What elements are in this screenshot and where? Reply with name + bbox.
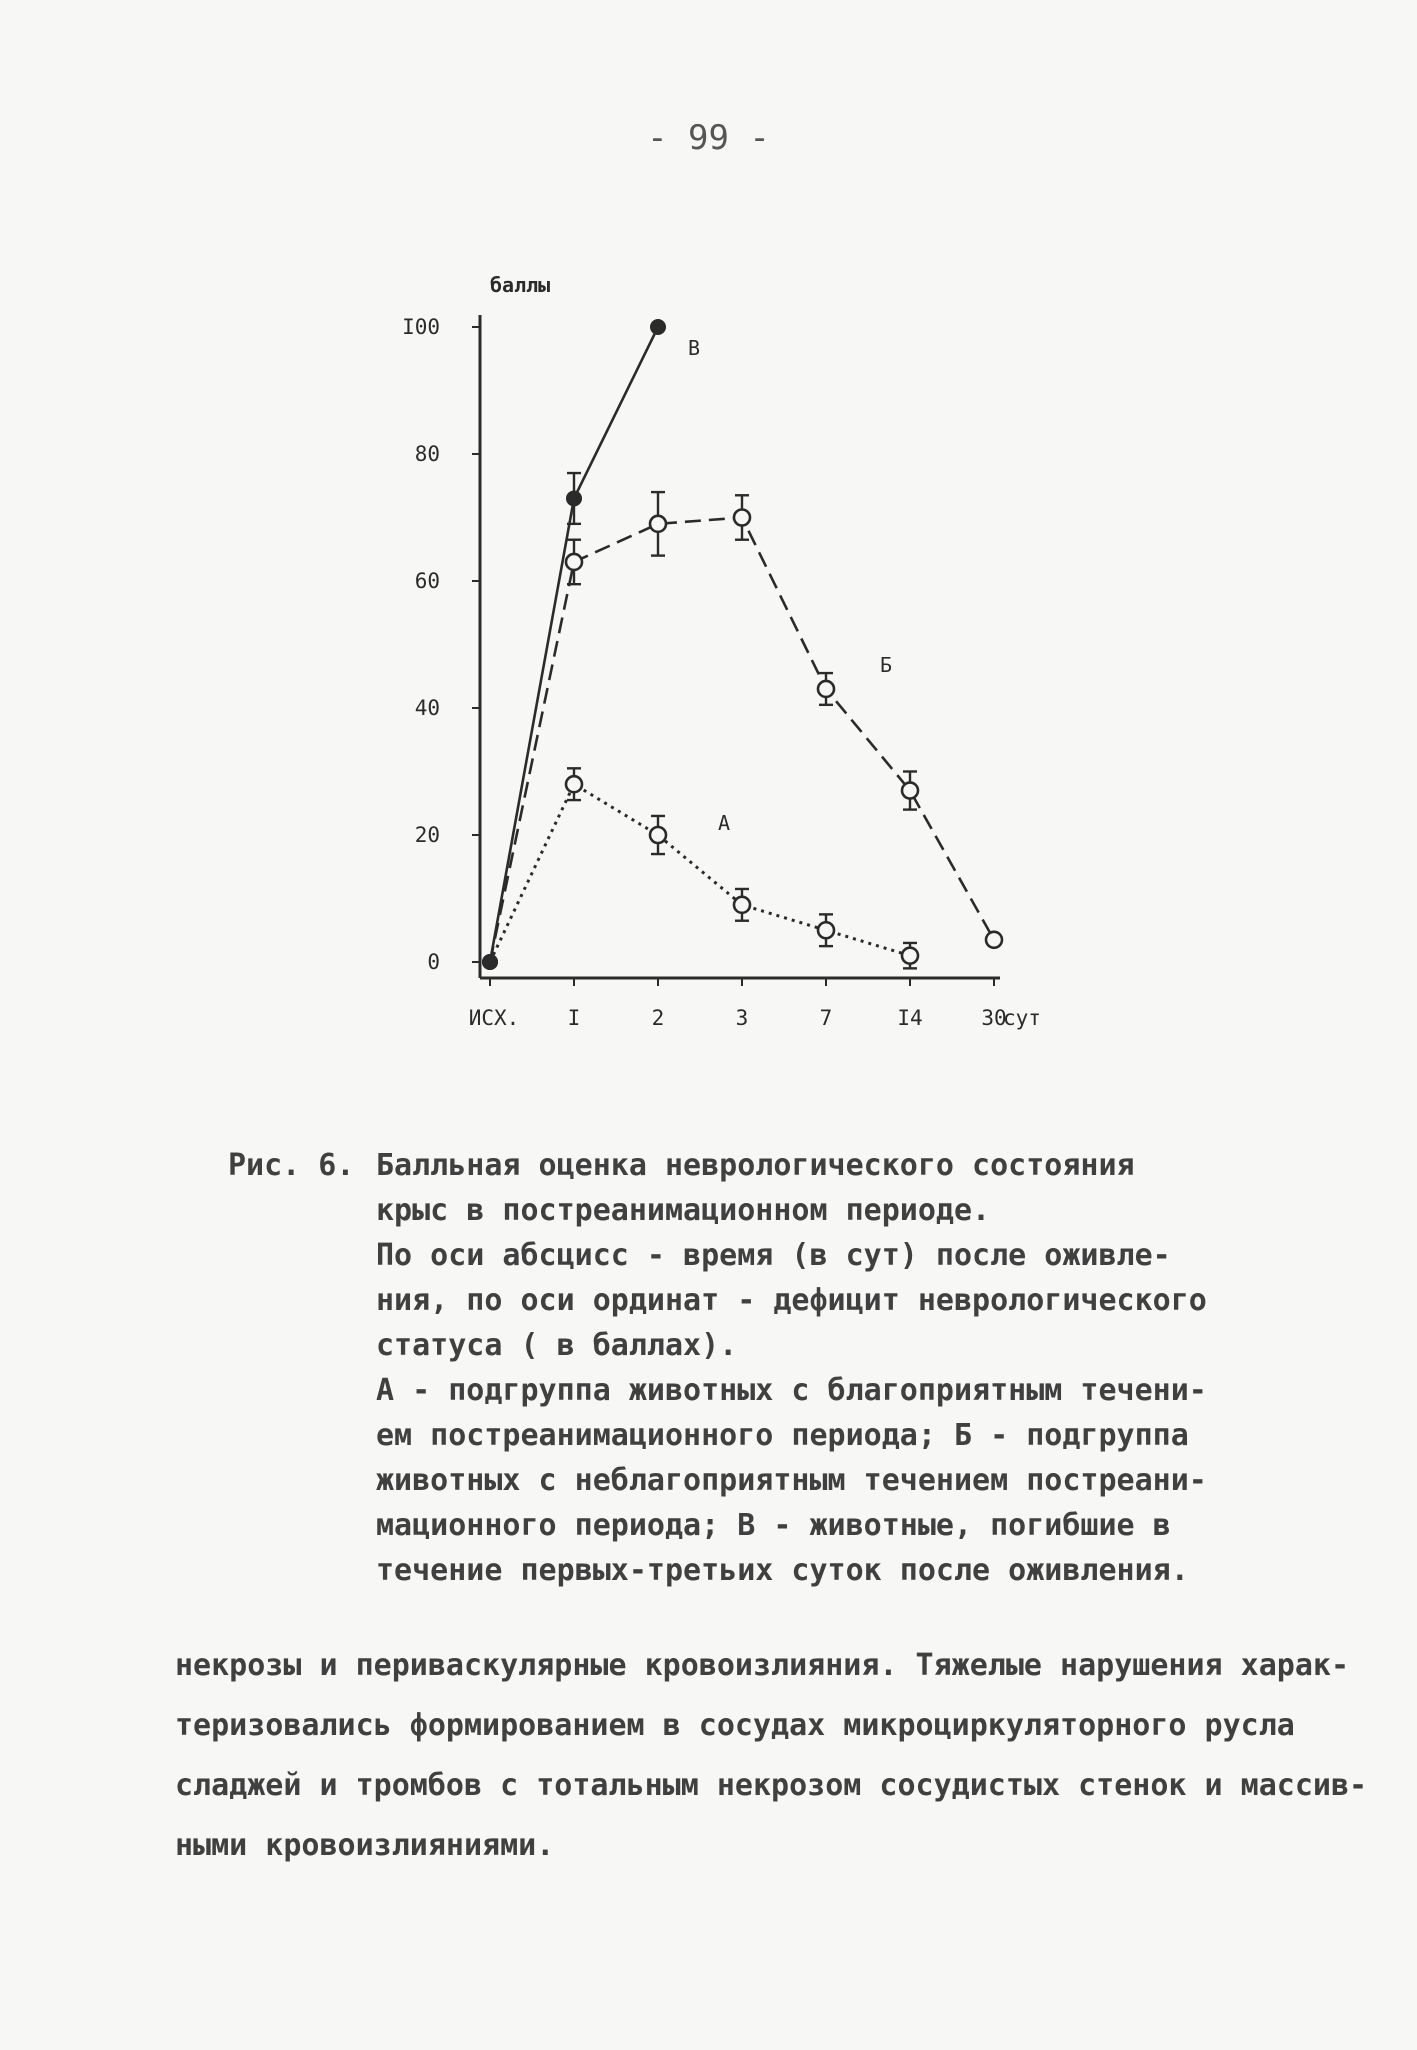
caption-line: животных с неблагоприятным течением постреани-: [376, 1463, 1207, 1498]
body-line: некрозы и периваскулярные кровоизлияния. Тяжелые нарушения харак-: [175, 1648, 1349, 1683]
x-tick-label: ИСХ.: [468, 1006, 520, 1030]
data-point: [986, 932, 1002, 948]
x-tick-label: 2: [651, 1006, 665, 1030]
series-layer: [482, 319, 1002, 970]
caption-line: статуса ( в баллах).: [376, 1328, 738, 1363]
body-line: ными кровоизлияниями.: [175, 1828, 555, 1863]
figure-caption: [228, 1143, 1228, 1593]
x-tick-label: I: [567, 1006, 581, 1030]
body-line: сладжей и тромбов с тотальным некрозом сосудистых стенок и массив-: [175, 1768, 1368, 1803]
caption-line: мационного периода; В - животные, погибшие в: [376, 1508, 1171, 1543]
y-tick-label: 40: [414, 696, 440, 720]
data-point: [566, 490, 582, 506]
x-unit-label: сут: [1003, 1006, 1041, 1030]
x-tick-label: 30: [981, 1006, 1007, 1030]
data-point: [734, 510, 750, 526]
caption-line: течение первых-третьих суток после оживления.: [376, 1553, 1189, 1588]
data-point: [902, 948, 918, 964]
data-point: [902, 783, 918, 799]
caption-line: А - подгруппа животных с благоприятным течени-: [376, 1373, 1207, 1408]
data-point: [566, 776, 582, 792]
data-point: [650, 827, 666, 843]
caption-lines: [376, 1143, 1228, 1593]
data-point: [734, 897, 750, 913]
data-point: [566, 554, 582, 570]
data-point: [482, 954, 498, 970]
series-В: [482, 319, 700, 970]
caption-line: Балльная оценка неврологического состояния: [376, 1148, 1135, 1183]
caption-line: ем постреанимационного периода; Б - подгруппа: [376, 1418, 1189, 1453]
caption-line: крыс в постреанимационном периоде.: [376, 1193, 991, 1228]
data-point: [650, 516, 666, 532]
y-tick-label: 0: [427, 950, 440, 974]
body-text: [175, 1636, 1368, 1876]
series-line: [490, 327, 658, 962]
body-line: теризовались формированием в сосудах микроциркуляторного русла: [175, 1708, 1295, 1743]
x-ticks: [469, 978, 1007, 1030]
caption-line: По оси абсцисс - время (в сут) после оживле-: [376, 1238, 1171, 1273]
data-point: [818, 681, 834, 697]
y-tick-label: 80: [414, 442, 440, 466]
data-point: [650, 319, 666, 335]
x-tick-label: I4: [897, 1006, 923, 1030]
series-label: В: [688, 336, 701, 360]
series-А: [482, 768, 918, 970]
page-number: - 99 -: [647, 118, 770, 158]
series-label: Б: [880, 653, 893, 677]
data-point: [818, 922, 834, 938]
x-tick-label: 7: [819, 1006, 833, 1030]
x-tick-label: 3: [735, 1006, 749, 1030]
y-ticks: [402, 315, 480, 974]
figure-label: Рис. 6.: [228, 1148, 355, 1183]
y-tick-label: 20: [414, 823, 440, 847]
caption-line: ния, по оси ординат - дефицит неврологического: [376, 1283, 1207, 1318]
series-line: [490, 784, 910, 962]
y-axis-label: баллы: [490, 273, 551, 297]
series-label: А: [718, 811, 731, 835]
y-tick-label: I00: [402, 315, 440, 339]
y-tick-label: 60: [414, 569, 440, 593]
